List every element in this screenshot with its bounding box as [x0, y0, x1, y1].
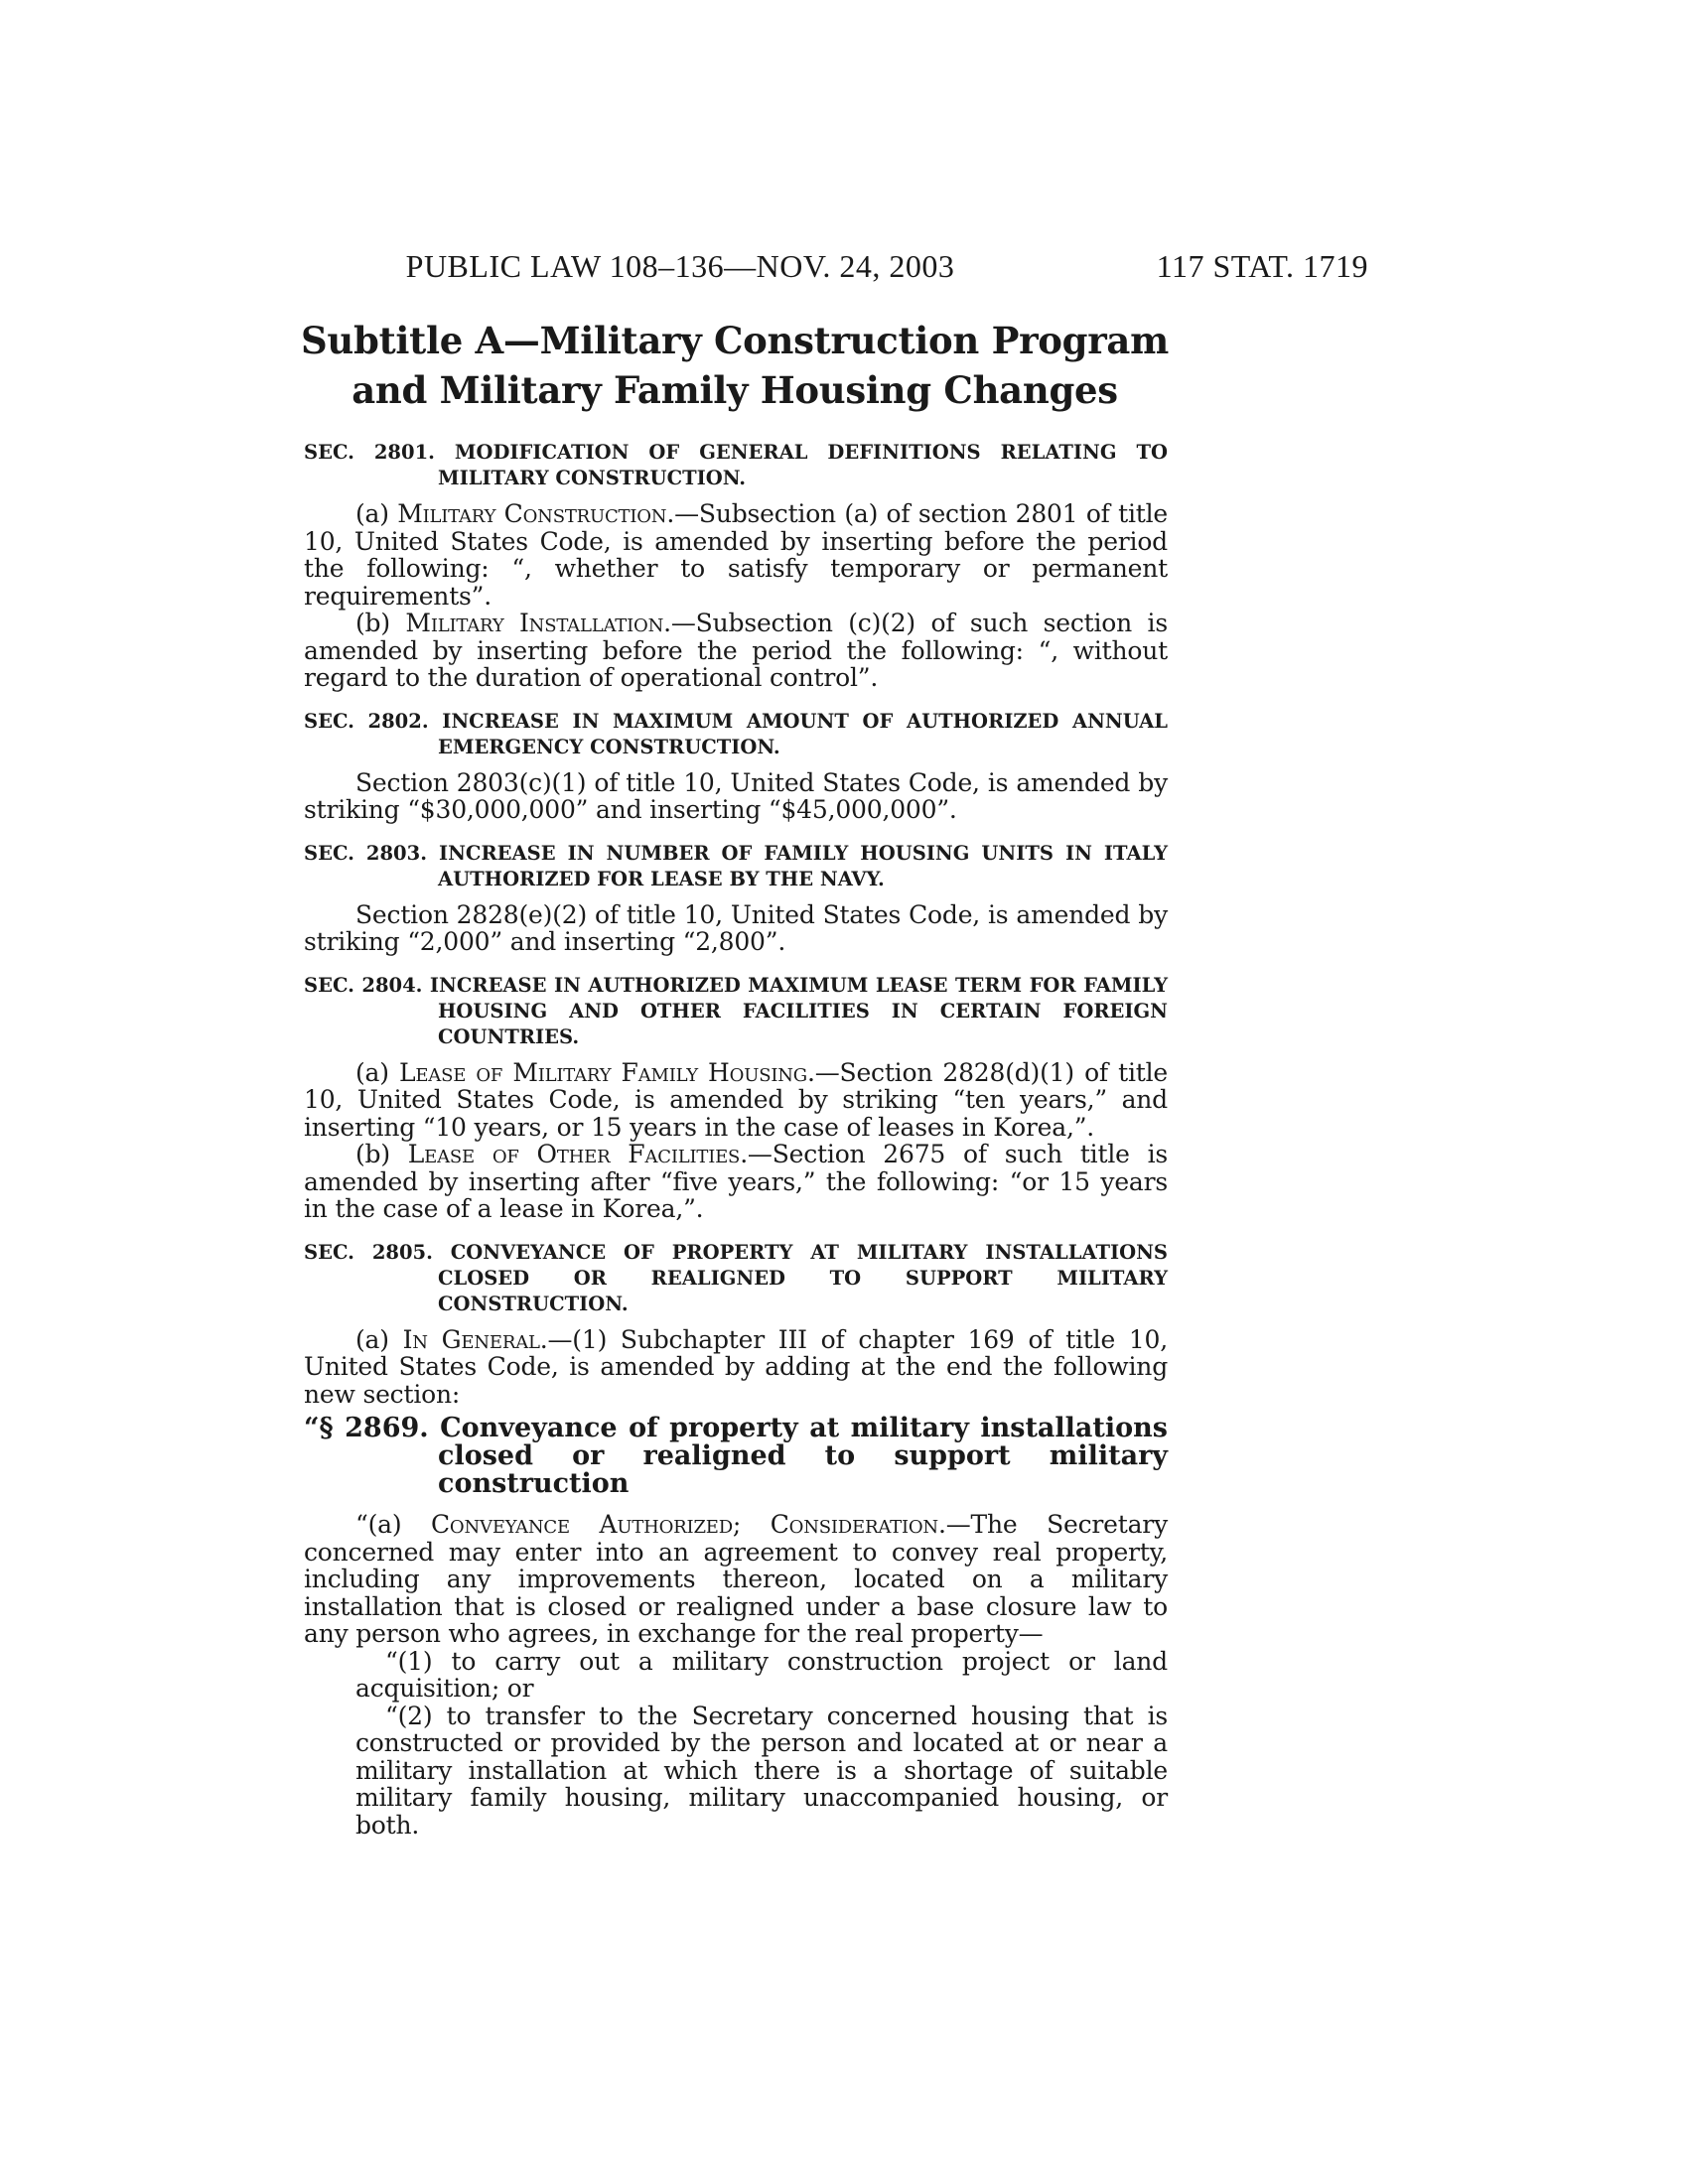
sec-2804-subsection-a	[304, 1059, 1168, 1142]
sec-2803-text: Section 2828(e)(2) of title 10, United States Code, is amended by striking “2,000” and inserting “2,800”.	[304, 899, 1168, 956]
sec-2805-heading: SEC. 2805. CONVEYANCE OF PROPERTY AT MILITARY INSTALLATIONS CLOSED OR REALIGNED TO SUPPORT MILITARY CONSTRUCTION.	[304, 1240, 1168, 1315]
sec-2869-item-1: “(1) to carry out a military construction project or land acquisition; or	[355, 1646, 1168, 1703]
sec-2804-b-label: (b)	[355, 1140, 408, 1168]
sec-2802-heading: SEC. 2802. INCREASE IN MAXIMUM AMOUNT OF AUTHORIZED ANNUAL EMERGENCY CONSTRUCTION.	[304, 709, 1168, 758]
sec-2801-a-caption: Military Construction	[397, 499, 667, 528]
subtitle-heading	[298, 316, 1172, 415]
sec-2804-b-caption: Lease of Other Facilities	[407, 1140, 741, 1168]
sec-2804-b-text: .—Section 2675 of such title is amended by inserting after “five years,” the following: “or 15 years in the case of a lease in Korea,”.	[304, 1140, 1168, 1223]
sec-2801-subsection-a	[304, 500, 1168, 610]
running-title: PUBLIC LAW 108–136—NOV. 24, 2003	[405, 248, 955, 284]
sec-2803-heading: SEC. 2803. INCREASE IN NUMBER OF FAMILY HOUSING UNITS IN ITALY AUTHORIZED FOR LEASE BY THE NAVY.	[304, 841, 1168, 890]
sec-2804-subsection-b	[304, 1141, 1168, 1223]
sec-2805-a-label: (a)	[355, 1324, 403, 1354]
sec-2801-a-text: .—Subsection (a) of section 2801 of title 10, United States Code, is amended by inserting before the period the following: “, whether to satisfy temporary or permanent requirements”.	[304, 499, 1169, 611]
sec-2869-heading: “§ 2869. Conveyance of property at military installations closed or realigned to support military construction	[304, 1413, 1168, 1499]
subtitle-line-1: Subtitle A—Military Construction Program	[301, 319, 1169, 362]
subtitle-line-2: and Military Family Housing Changes	[352, 368, 1118, 412]
sec-2801-b-text: .—Subsection (c)(2) of such section is amended by inserting before the period the following: “, without regard to the duration of operational control”.	[304, 609, 1168, 692]
sec-2869-a-caption: Conveyance Authorized; Consideration	[430, 1510, 938, 1539]
sec-2869-item-2: “(2) to transfer to the Secretary concerned housing that is constructed or provided by the person and located at or near a military installation at which there is a shortage of suitable military family housing, military unaccompanied housing, or both.	[355, 1701, 1168, 1840]
sec-2804-a-text: .—Section 2828(d)(1) of title 10, United States Code, is amended by striking “ten years,” and inserting “10 years, or 15 years in the case of leases in Korea,”.	[304, 1057, 1169, 1142]
sec-2869-a-label: “(a)	[355, 1510, 431, 1539]
sec-2804-heading: SEC. 2804. INCREASE IN AUTHORIZED MAXIMUM LEASE TERM FOR FAMILY HOUSING AND OTHER FACILITIES IN CERTAIN FOREIGN COUNTRIES.	[304, 973, 1168, 1048]
sec-2801-a-label: (a)	[355, 499, 398, 528]
sec-2805-a-caption: In General	[402, 1324, 540, 1354]
sec-2801-b-label: (b)	[355, 609, 406, 637]
sec-2869-a-text: .—The Secretary concerned may enter into an agreement to convey real property, including any improvements thereon, located on a military installation that is closed or realigned under a base closure law to any person who agrees, in exchange for the real property—	[304, 1510, 1168, 1648]
sec-2805-a-text: .—(1) Subchapter III of chapter 169 of title 10, United States Code, is amended by adding at the end the following new section:	[304, 1324, 1169, 1409]
sec-2804-a-caption: Lease of Military Family Housing	[398, 1057, 807, 1087]
stat-citation: 117 STAT. 1719	[1156, 248, 1368, 284]
sec-2801-subsection-b	[304, 610, 1168, 692]
sec-2802-text: Section 2803(c)(1) of title 10, United States Code, is amended by striking “$30,000,000” and inserting “$45,000,000”.	[304, 767, 1168, 824]
sec-2805-subsection-a	[304, 1326, 1168, 1409]
sec-2869-subsection-a	[304, 1511, 1168, 1648]
sec-2804-a-label: (a)	[355, 1057, 399, 1087]
sec-2801-heading: SEC. 2801. MODIFICATION OF GENERAL DEFINITIONS RELATING TO MILITARY CONSTRUCTION.	[304, 441, 1168, 489]
sec-2801-b-caption: Military Installation	[405, 609, 664, 637]
document-body	[304, 440, 1168, 1839]
